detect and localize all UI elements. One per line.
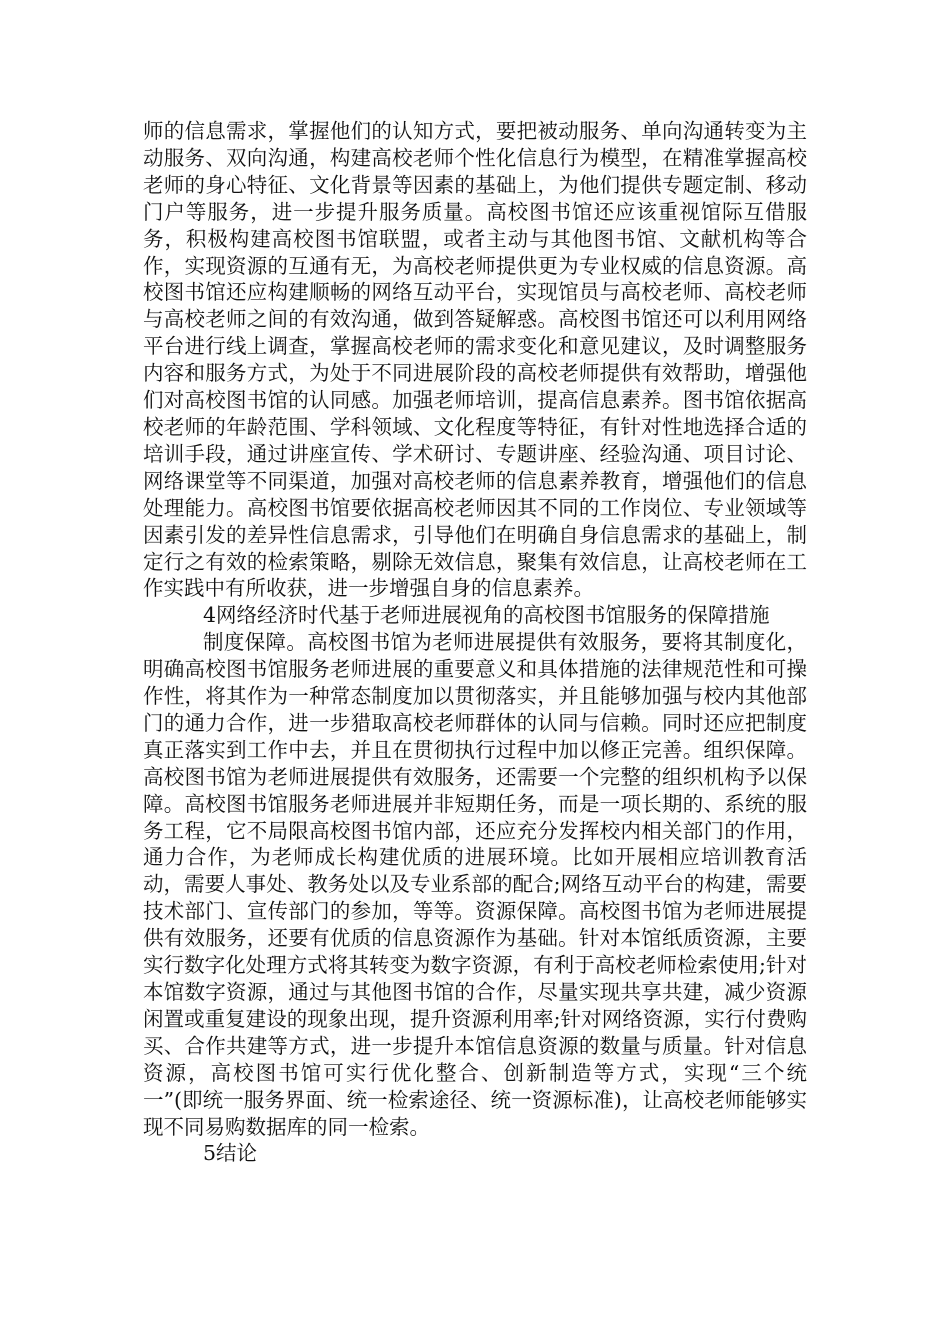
body-paragraph: 师的信息需求，掌握他们的认知方式，要把被动服务、单向沟通转变为主动服务、双向沟通，构建高校老师个性化信息行为模型，在精准掌握高校老师的身心特征、文化背景等因素的基础上，为他们提供专题定制、移动门户等服务，进一步提升服务质量。高校图书馆还应该重视馆际互借服务，积极构建高校图书馆联盟，或者主动与其他图书馆、文献机构等合作，实现资源的互通有无，为高校老师提供更为专业权威的信息资源。高校图书馆还应构建顺畅的网络互动平台，实现馆员与高校老师、高校老师与高校老师之间的有效沟通，做到答疑解惑。高校图书馆还可以利用网络平台进行线上调查，掌握高校老师的需求变化和意见建议，及时调整服务内容和服务方式，为处于不同进展阶段的高校老师提供有效帮助，增强他们对高校图书馆的认同感。加强老师培训，提高信息素养。图书馆依据高校老师的年龄范围、学科领域、文化程度等特征，有针对性地选择合适的培训手段，通过讲座宣传、学术研讨、专题讲座、经验沟通、项目讨论、网络课堂等不同渠道，加强对高校老师的信息素养教育，增强他们的信息处理能力。高校图书馆要依据高校老师因其不同的工作岗位、专业领域等因素引发的差异性信息需求，引导他们在明确自身信息需求的基础上，制定行之有效的检索策略，剔除无效信息，聚集有效信息，让高校老师在工作实践中有所收获，进一步增强自身的信息素养。 [143,119,807,601]
section-heading-4: 4网络经济时代基于老师进展视角的高校图书馆服务的保障措施 [203,603,770,628]
document-page [143,118,807,1167]
body-paragraph: 制度保障。高校图书馆为老师进展提供有效服务，要将其制度化，明确高校图书馆服务老师进展的重要意义和具体措施的法律规范性和可操作性，将其作为一种常态制度加以贯彻落实，并且能够加强与校内其他部门的通力合作，进一步猎取高校老师群体的认同与信赖。同时还应把制度真正落实到工作中去，并且在贯彻执行过程中加以修正完善。组织保障。高校图书馆为老师进展提供有效服务，还需要一个完整的组织机构予以保障。高校图书馆服务老师进展并非短期任务，而是一项长期的、系统的服务工程，它不局限高校图书馆内部，还应充分发挥校内相关部门的作用，通力合作，为老师成长构建优质的进展环境。比如开展相应培训教育活动，需要人事处、教务处以及专业系部的配合;网络互动平台的构建，需要技术部门、宣传部门的参加，等等。资源保障。高校图书馆为老师进展提供有效服务，还要有优质的信息资源作为基础。针对本馆纸质资源，主要实行数字化处理方式将其转变为数字资源，有利于高校老师检索使用;针对本馆数字资源，通过与其他图书馆的合作，尽量实现共享共建，减少资源闲置或重复建设的现象出现，提升资源利用率;针对网络资源，实行付费购买、合作共建等方式，进一步提升本馆信息资源的数量与质量。针对信息资源，高校图书馆可实行优化整合、创新制造等方式，实现“三个统一”(即统一服务界面、统一检索途径、统一资源标准)，让高校老师能够实现不同易购数据库的同一检索。 [143,630,807,1139]
section-heading-5: 5结论 [203,1141,258,1166]
